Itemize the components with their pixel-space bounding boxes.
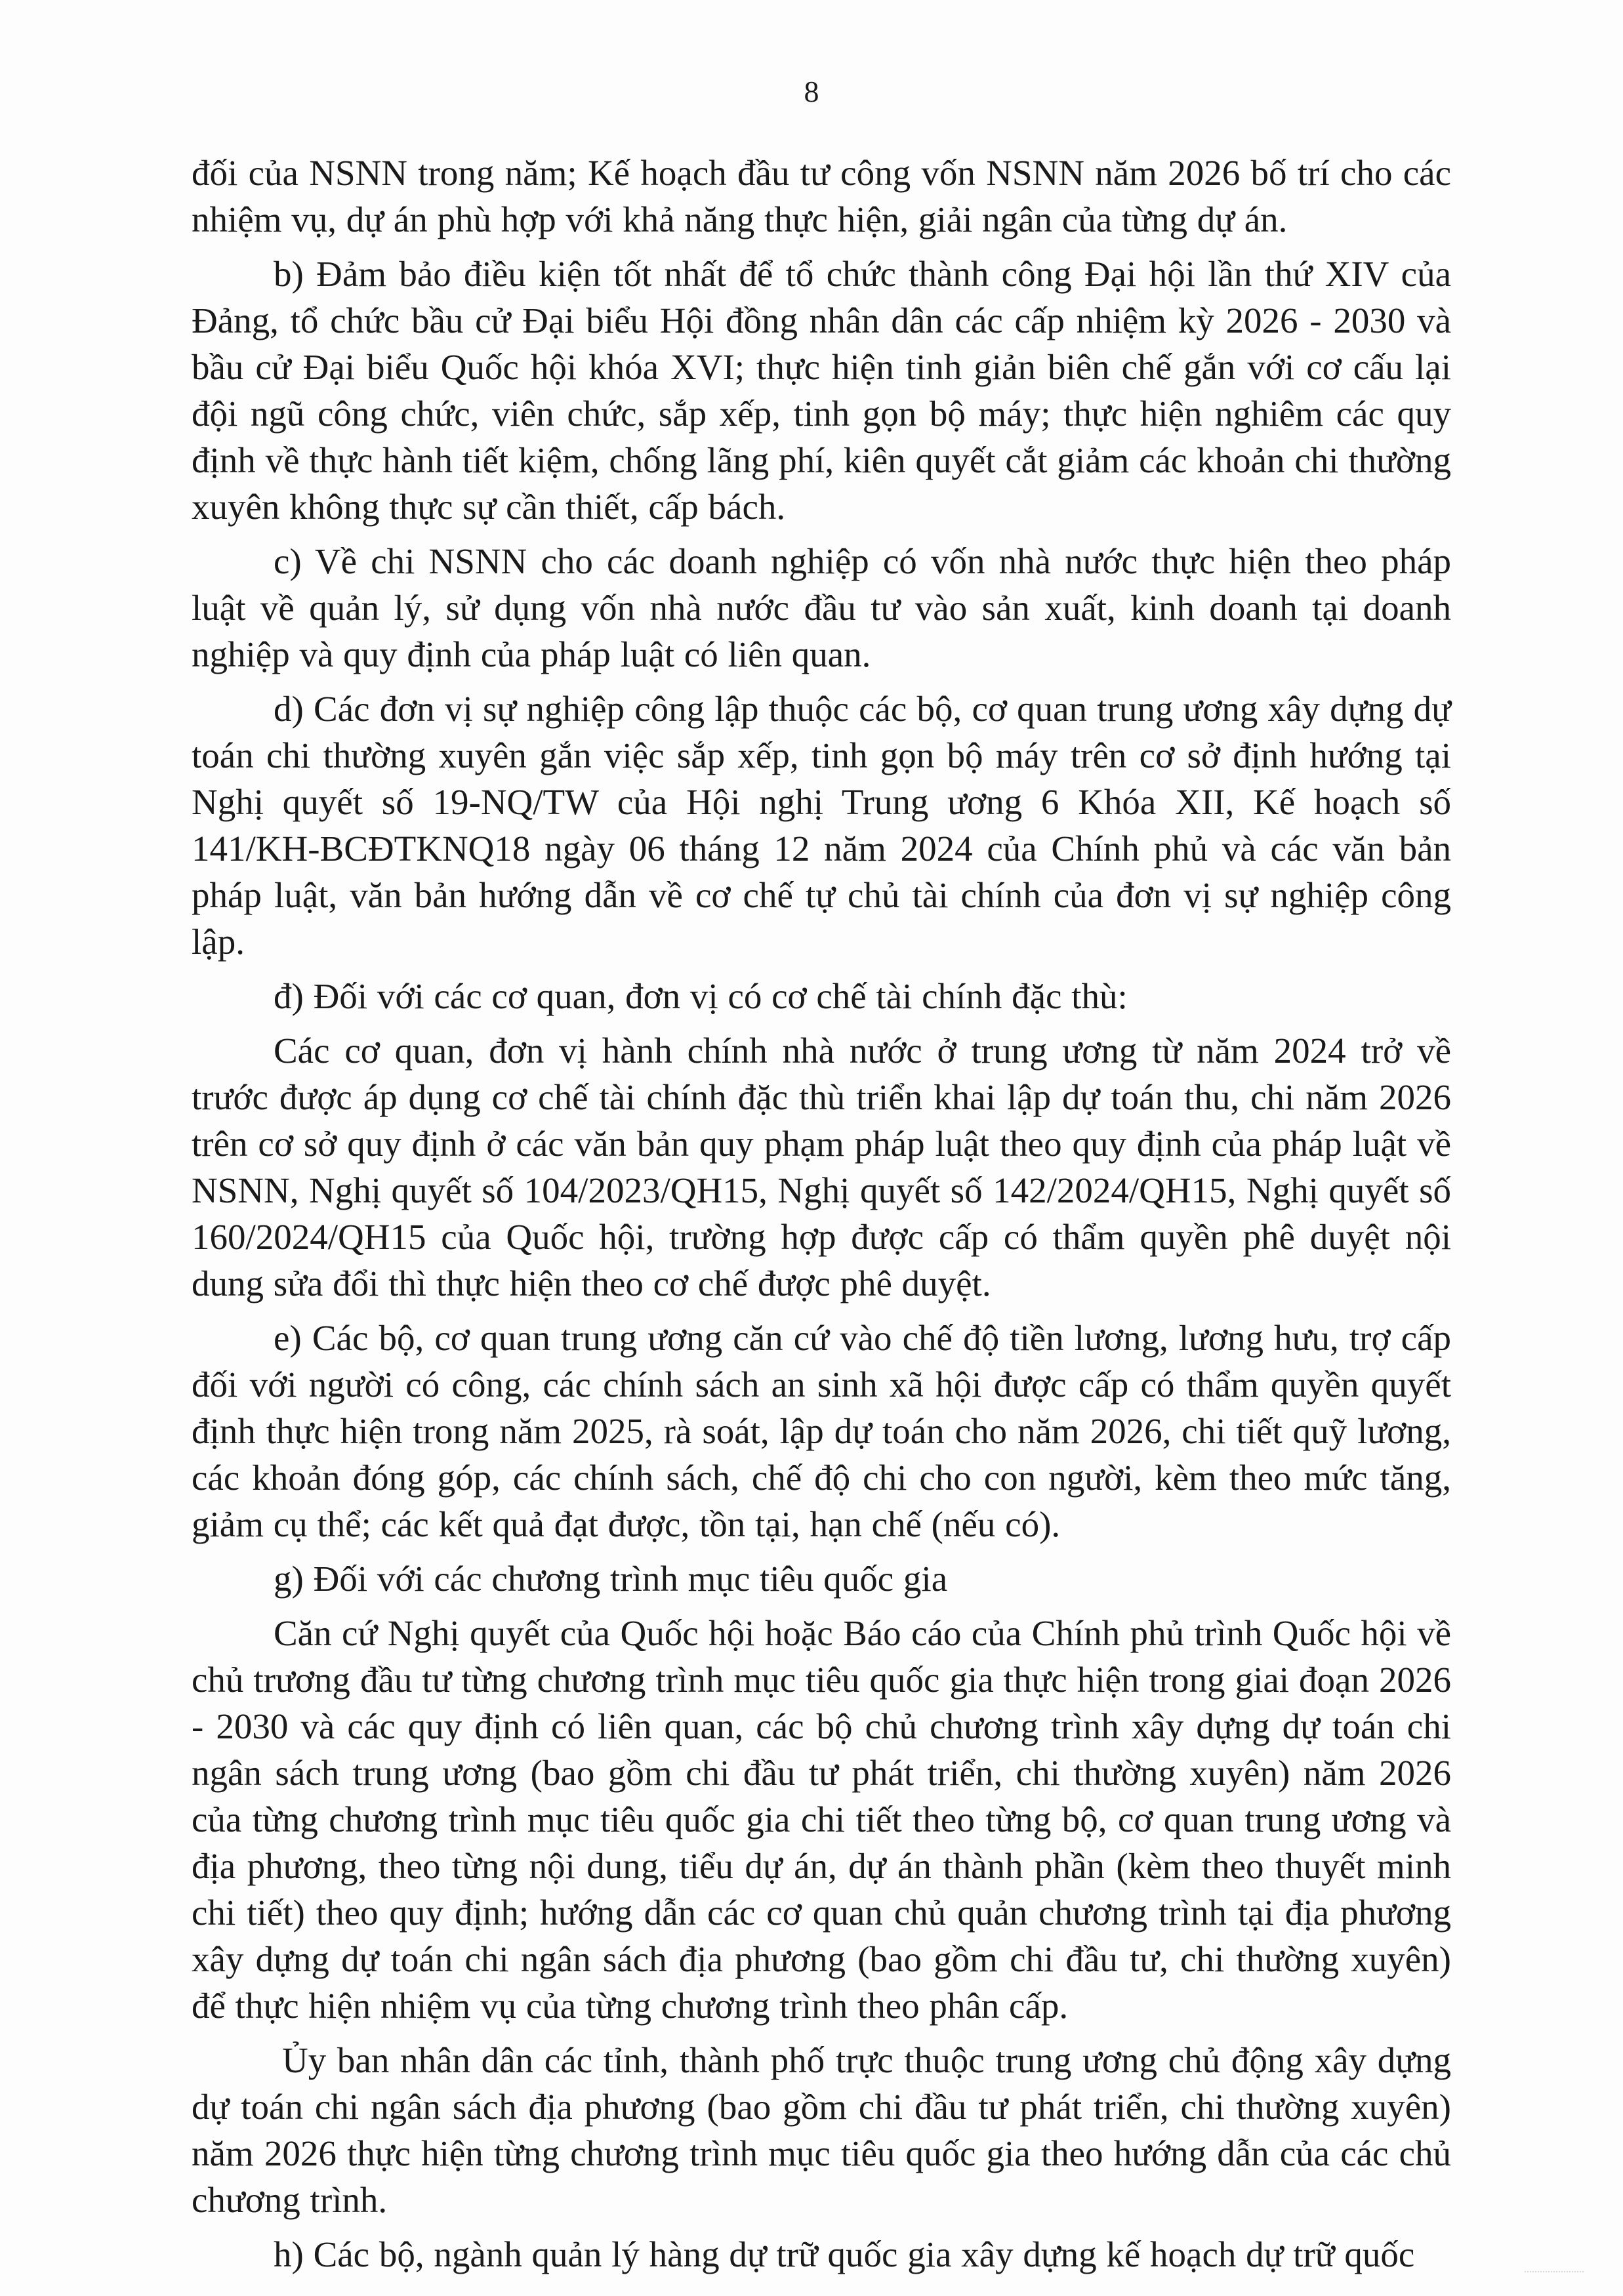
paragraph-g-provincial: Ủy ban nhân dân các tỉnh, thành phố trực thuộc trung ương chủ động xây dựng dự toán chi ngân sách địa phương (bao gồm chi đầu tư phát triển, chi thường xuyên) năm 2026 thực hiện từng chương trình mục tiêu quốc gia theo hướng dẫn của các chủ chương trình. — [192, 2040, 1451, 2220]
paragraph-c: c) Về chi NSNN cho các doanh nghiệp có vốn nhà nước thực hiện theo pháp luật về quản lý, sử dụng vốn nhà nước đầu tư vào sản xuất, kinh doanh tại doanh nghiệp và quy định của pháp luật có liên quan. — [192, 541, 1451, 674]
page-number: 8 — [804, 75, 819, 108]
paragraph-dd-heading: đ) Đối với các cơ quan, đơn vị có cơ chế tài chính đặc thù: — [274, 976, 1128, 1016]
paragraph-h: h) Các bộ, ngành quản lý hàng dự trữ quốc gia xây dựng kế hoạch dự trữ quốc — [274, 2234, 1415, 2274]
paragraph-b: b) Đảm bảo điều kiện tốt nhất để tổ chức thành công Đại hội lần thứ XIV của Đảng, tổ chức bầu cử Đại biểu Hội đồng nhân dân các cấp nhiệm kỳ 2026 - 2030 và bầu cử Đại biểu Quốc hội khóa XVI; thực hiện tinh giản biên chế gắn với cơ cấu lại đội ngũ công chức, viên chức, sắp xếp, tinh gọn bộ máy; thực hiện nghiêm các quy định về thực hành tiết kiệm, chống lãng phí, kiên quyết cắt giảm các khoản chi thường xuyên không thực sự cần thiết, cấp bách. — [192, 254, 1451, 527]
scan-artifact — [1525, 2271, 1584, 2276]
paragraph-continuation: đối của NSNN trong năm; Kế hoạch đầu tư công vốn NSNN năm 2026 bố trí cho các nhiệm vụ, dự án phù hợp với khả năng thực hiện, giải ngân của từng dự án. — [192, 153, 1451, 239]
paragraph-d: d) Các đơn vị sự nghiệp công lập thuộc các bộ, cơ quan trung ương xây dựng dự toán chi thường xuyên gắn việc sắp xếp, tinh gọn bộ máy trên cơ sở định hướng tại Nghị quyết số 19-NQ/TW của Hội nghị Trung ương 6 Khóa XII, Kế hoạch số 141/KH-BCĐTKNQ18 ngày 06 tháng 12 năm 2024 của Chính phủ và các văn bản pháp luật, văn bản hướng dẫn về cơ chế tự chủ tài chính của đơn vị sự nghiệp công lập. — [192, 689, 1451, 962]
paragraph-g-body: Căn cứ Nghị quyết của Quốc hội hoặc Báo cáo của Chính phủ trình Quốc hội về chủ trương đầu tư từng chương trình mục tiêu quốc gia thực hiện trong giai đoạn 2026 - 2030 và các quy định có liên quan, các bộ chủ chương trình xây dựng dự toán chi ngân sách trung ương (bao gồm chi đầu tư phát triển, chi thường xuyên) năm 2026 của từng chương trình mục tiêu quốc gia chi tiết theo từng bộ, cơ quan trung ương và địa phương, theo từng nội dung, tiểu dự án, dự án thành phần (kèm theo thuyết minh chi tiết) theo quy định; hướng dẫn các cơ quan chủ quản chương trình tại địa phương xây dựng dự toán chi ngân sách địa phương (bao gồm chi đầu tư, chi thường xuyên) để thực hiện nhiệm vụ của từng chương trình theo phân cấp. — [192, 1613, 1451, 2026]
paragraph-e: e) Các bộ, cơ quan trung ương căn cứ vào chế độ tiền lương, lương hưu, trợ cấp đối với người có công, các chính sách an sinh xã hội được cấp có thẩm quyền quyết định thực hiện trong năm 2025, rà soát, lập dự toán cho năm 2026, chi tiết quỹ lương, các khoản đóng góp, các chính sách, chế độ chi cho con người, kèm theo mức tăng, giảm cụ thể; các kết quả đạt được, tồn tại, hạn chế (nếu có). — [192, 1318, 1451, 1544]
paragraph-dd-body: Các cơ quan, đơn vị hành chính nhà nước ở trung ương từ năm 2024 trở về trước được áp dụng cơ chế tài chính đặc thù triển khai lập dự toán thu, chi năm 2026 trên cơ sở quy định ở các văn bản quy phạm pháp luật theo quy định của pháp luật về NSNN, Nghị quyết số 104/2023/QH15, Nghị quyết số 142/2024/QH15, Nghị quyết số 160/2024/QH15 của Quốc hội, trường hợp được cấp có thẩm quyền phê duyệt nội dung sửa đổi thì thực hiện theo cơ chế được phê duyệt. — [192, 1031, 1451, 1303]
document-body — [192, 150, 1451, 2286]
paragraph-g-heading: g) Đối với các chương trình mục tiêu quốc gia — [274, 1559, 948, 1599]
